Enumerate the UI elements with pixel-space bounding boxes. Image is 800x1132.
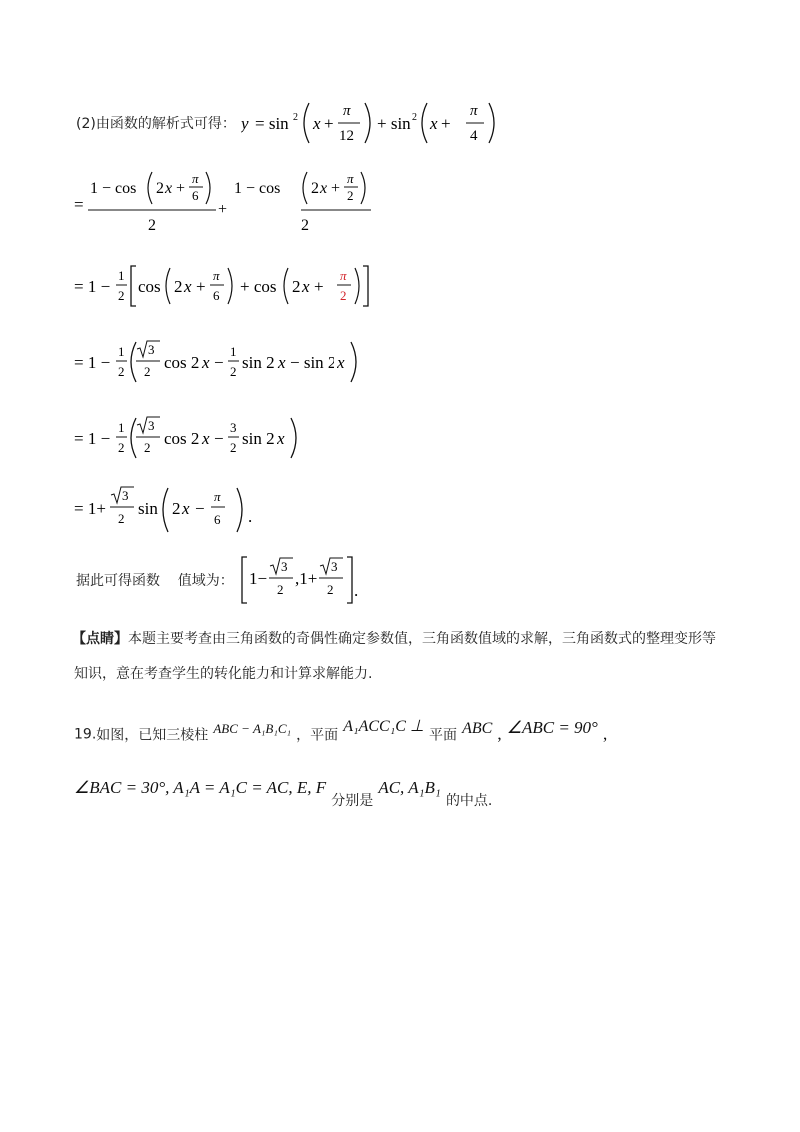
formula-step0-tail [462,98,502,148]
q19-text-a: 如图，已知三棱柱 [96,727,209,744]
svg-text:2: 2 [276,582,284,597]
svg-text:1: 1 [118,268,125,283]
svg-text:2: 2 [230,440,237,455]
formula-step1 [74,168,391,242]
svg-text:2: 2 [148,217,156,234]
svg-text:sin 2: sin 2 [242,353,275,372]
comment-tag: 【点睛】 [72,631,128,647]
svg-text:2: 2 [311,180,320,197]
svg-text:+: + [314,277,324,296]
svg-text:2: 2 [347,188,354,203]
svg-text:x: x [320,180,328,197]
svg-text:1: 1 [230,344,237,359]
svg-text:x: x [182,499,190,518]
svg-text:+: + [176,180,186,197]
svg-text:y: y [240,114,249,133]
svg-text:2: 2 [230,364,237,379]
svg-text:x: x [184,277,192,296]
svg-text:x: x [202,429,210,448]
svg-text:3: 3 [280,559,288,574]
svg-text:3: 3 [122,488,129,503]
svg-text:cos 2: cos 2 [164,429,200,448]
svg-text:−: − [214,353,224,372]
svg-text:2: 2 [144,364,151,379]
svg-text:cos: cos [138,277,161,296]
svg-text:2: 2 [174,277,183,296]
q19-plane2: ABC [462,720,493,737]
svg-text:2: 2 [301,217,310,234]
svg-text:= sin: = sin [254,114,289,133]
q19-line2-math: ∠BAC = 30°, A₁A = A₁C = AC, E, F [74,778,327,797]
svg-text:sin 2: sin 2 [242,429,274,448]
svg-text:2: 2 [340,288,347,303]
q19-angle1: ∠ABC = 90° [506,718,598,737]
svg-text:2: 2 [292,277,301,296]
svg-text:6: 6 [214,512,221,527]
formula-step3 [74,338,367,392]
svg-text:π: π [340,268,347,283]
svg-text:x: x [337,353,345,372]
svg-text:+: + [218,201,228,218]
svg-text:= 1 −: = 1 − [74,277,111,296]
svg-text:= 1 −: = 1 − [74,429,111,448]
svg-text:π: π [192,171,199,186]
svg-text:1: 1 [118,420,125,435]
comment-text-1: 本题主要考查由三角函数的奇偶性确定参数值，三角函数值域的求解，三角函数式的整理变形等 [128,631,716,647]
q19-number: 19. [74,726,97,743]
svg-text:1 − cos: 1 − cos [234,180,281,197]
svg-text:π: π [342,103,351,119]
svg-text:3: 3 [330,559,338,574]
svg-text:x: x [278,353,286,372]
svg-text:π: π [214,489,221,504]
svg-text:+ cos: + cos [240,277,277,296]
svg-text:.: . [353,581,359,600]
q19-text-e: 的中点. [445,793,493,809]
q19-text-b: ，平面 [296,727,339,744]
svg-text:3: 3 [230,420,237,435]
q19-line1: 19.如图，已知三棱柱 $^{ABC - A_1B_1C_1}$ ，平面 A₁ACC₁C ⊥ 平面 ABC , ∠ABC = 90° , [74,718,608,744]
part2-line0 [76,98,502,148]
svg-text:cos 2: cos 2 [164,353,200,372]
svg-text:2: 2 [292,112,298,123]
svg-text:12: 12 [338,128,354,144]
svg-text:+: + [323,114,334,133]
svg-text:2: 2 [118,440,125,455]
svg-text:π: π [347,171,354,186]
svg-text:x: x [277,429,285,448]
svg-text:x: x [312,114,321,133]
formula-step2 [74,262,371,316]
svg-text:2: 2 [326,582,334,597]
svg-text:+ sin: + sin [376,114,411,133]
svg-text:2: 2 [118,288,125,303]
svg-text:π: π [470,103,478,119]
q19-text-c: 平面 [428,727,457,744]
svg-text:3: 3 [148,418,155,433]
comment-text-2: 知识，意在考查学生的转化能力和计算求解能力. [74,666,373,682]
range-prefix: 据此可得函数 值域为： [76,573,234,589]
q19-prism: ABC − A₁B₁C₁ [213,721,292,736]
svg-text:+: + [440,114,451,133]
q19-line2 [74,778,492,810]
svg-text:2: 2 [144,440,151,455]
svg-text:3: 3 [148,342,155,357]
formula-step4 [74,414,307,468]
svg-text:1: 1 [118,344,125,359]
svg-text:= 1+: = 1+ [74,499,106,518]
svg-text:π: π [213,268,220,283]
svg-text:x: x [302,277,310,296]
svg-text:2: 2 [156,180,164,197]
svg-text:,1+: ,1+ [294,569,318,588]
svg-text:= 1 −: = 1 − [74,353,111,372]
svg-text:6: 6 [192,188,199,203]
svg-text:− sin 2: − sin 2 [290,353,334,372]
q19-plane1: A₁ACC₁C ⊥ [343,718,424,735]
svg-text:=: = [74,195,84,214]
svg-text:4: 4 [470,128,478,144]
part2-intro: (2)由函数的解析式可得： [76,116,236,132]
formula-step0 [241,98,461,148]
svg-text:−: − [195,499,205,518]
svg-text:x: x [202,353,210,372]
range-line [76,554,359,606]
svg-text:2: 2 [172,499,181,518]
svg-text:6: 6 [213,288,220,303]
svg-text:+: + [196,277,206,296]
svg-text:x: x [429,114,438,133]
svg-text:1−: 1− [248,569,267,588]
q19-text-d: 分别是 [331,793,374,809]
comment-line2 [74,663,372,683]
q19-segments: AC, A₁B₁ [378,778,441,797]
svg-text:−: − [214,429,224,448]
svg-text:+: + [331,180,341,197]
formula-step5 [74,482,255,542]
comment-line1 [72,628,716,648]
svg-text:sin: sin [138,499,158,518]
svg-text:2: 2 [411,112,417,123]
svg-text:.: . [248,507,253,526]
svg-text:x: x [165,180,173,197]
svg-text:2: 2 [118,364,125,379]
range-value [239,554,359,606]
svg-text:1 − cos: 1 − cos [90,180,137,197]
svg-text:2: 2 [118,511,125,526]
